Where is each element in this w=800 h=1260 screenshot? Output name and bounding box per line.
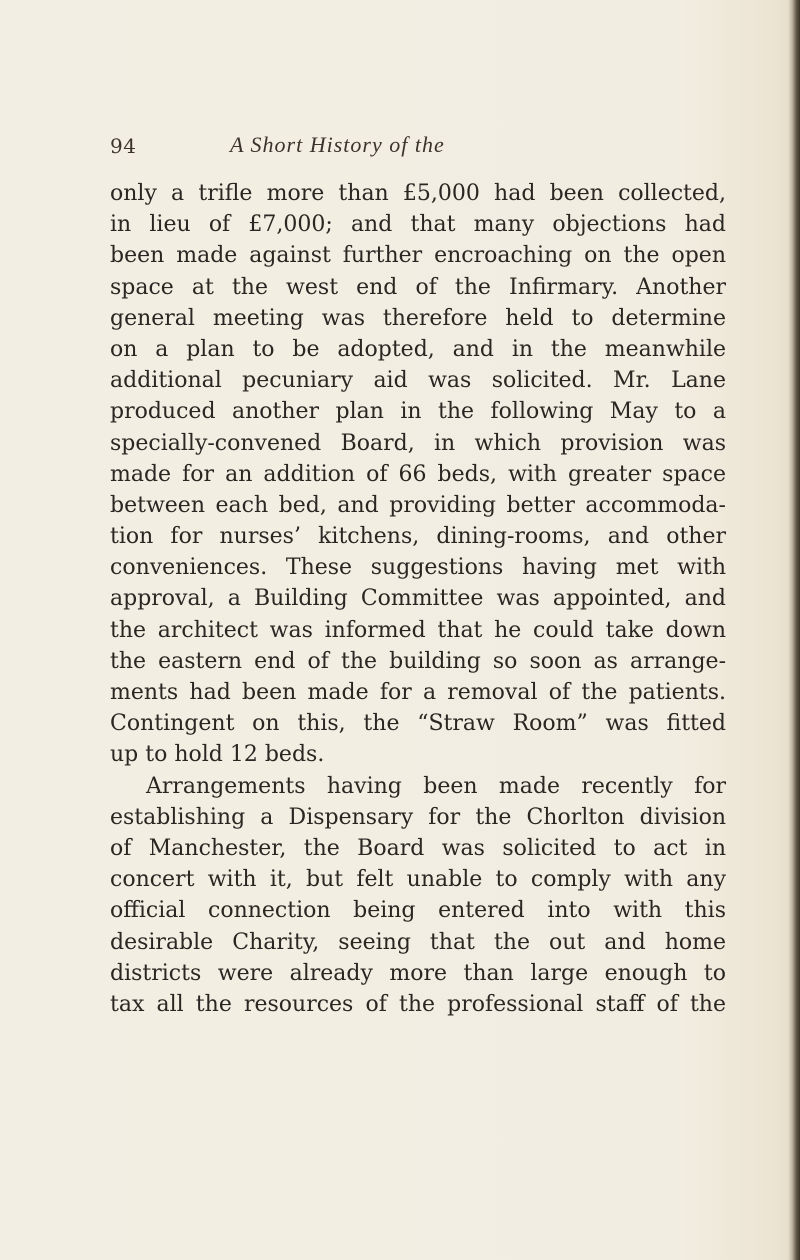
paragraph-2 xyxy=(110,771,726,1021)
text-line: desirable Charity, seeing that the out and home xyxy=(110,929,726,955)
text-line: the architect was informed that he could take down xyxy=(110,617,726,643)
text-line: between each bed, and providing better accommoda- xyxy=(110,492,726,518)
text-line: made for an addition of 66 beds, with greater space xyxy=(110,461,726,487)
text-line: districts were already more than large enough to xyxy=(110,960,726,986)
text-line: approval, a Building Committee was appointed, and xyxy=(110,586,726,612)
text-line: Contingent on this, the “Straw Room” was fitted xyxy=(110,711,726,737)
text-line: the eastern end of the building so soon as arrange- xyxy=(110,648,726,674)
text-line: establishing a Dispensary for the Chorlton division xyxy=(110,804,726,830)
text-line: Arrangements having been made recently for xyxy=(146,773,726,799)
text-line: conveniences. These suggestions having met with xyxy=(110,555,726,581)
page-number: 94 xyxy=(110,134,137,158)
text-line: additional pecuniary aid was solicited. Mr. Lane xyxy=(110,368,726,394)
text-line: official connection being entered into with this xyxy=(110,898,726,924)
text-line: on a plan to be adopted, and in the meanwhile xyxy=(110,336,726,362)
text-line: up to hold 12 beds. xyxy=(110,742,325,768)
text-line: of Manchester, the Board was solicited to act in xyxy=(110,835,726,861)
running-title: A Short History of the xyxy=(230,132,445,157)
text-line: in lieu of £7,000; and that many objections had xyxy=(110,212,726,238)
body-text xyxy=(110,178,726,1020)
text-line: concert with it, but felt unable to comply with any xyxy=(110,867,726,893)
text-line: been made against further encroaching on the open xyxy=(110,243,726,269)
text-line: tax all the resources of the professional staff of the xyxy=(110,991,726,1017)
text-line: ments had been made for a removal of the patients. xyxy=(110,680,726,705)
text-line: only a trifle more than £5,000 had been collected, xyxy=(110,181,726,206)
text-line: tion for nurses’ kitchens, dining-rooms, and other xyxy=(110,524,726,550)
text-line: specially-convened Board, in which provision was xyxy=(110,430,726,456)
text-line: general meeting was therefore held to determine xyxy=(110,305,726,331)
page-header xyxy=(110,134,710,164)
text-line: space at the west end of the Infirmary. Another xyxy=(110,274,726,300)
text-line: produced another plan in the following May to a xyxy=(110,399,726,425)
paragraph-1 xyxy=(110,178,726,771)
page-edge-shadow xyxy=(788,0,800,1260)
